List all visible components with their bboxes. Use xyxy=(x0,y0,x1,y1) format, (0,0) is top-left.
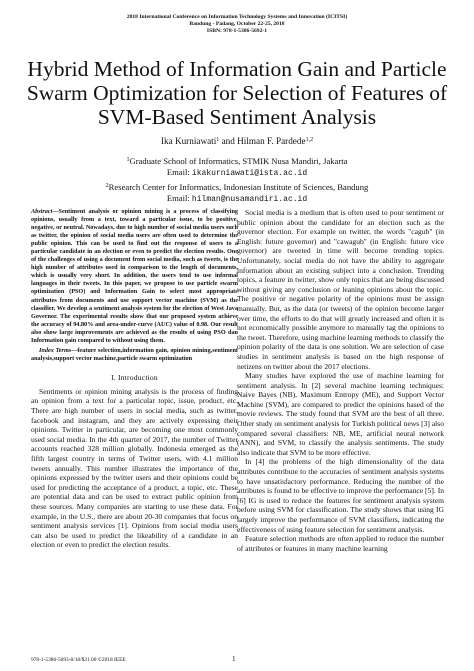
title-line-2: Swarm Optimization for Selection of Features of xyxy=(26,81,448,105)
right-column xyxy=(237,208,444,553)
introduction-paragraph-1: Sentiments or opinion mining analysis is the process of finding an opinion from a text for a particular topic, issue, product, etc. There are high number of users in social media, such as twitter, facebook and instagram, and they are actively expressing their opinions. Twitter in particular, are becoming one most commonly used social media. In the 4th quarter of 2017, the number of Twitter accounts reached 328 million globally. Indonesia emerged as the fifth largest country in terms of Twitter users, with 4.1 million tweets annually. This number illustrates the importance of the opinions expressed by the twitter users and their opinions could be used for predicting the acceptance of a product, a topic, etc. These are potential data and can be used to extract public opinion from these sources. Many companies are starting to use these data. For example, in the U.S., there are about 20-30 companies that focus on sentiment analysis services [1]. Opinions from social media users can also be used to predict the likeability of a candidate in an election or even to predict the election results. xyxy=(31,386,238,550)
author-2: and Hilman F. Pardede xyxy=(221,136,306,146)
conference-isbn: ISBN: 978-1-5386-5692-1 xyxy=(206,28,268,35)
abstract-lead: Abstract xyxy=(31,208,53,215)
left-column xyxy=(31,208,238,550)
conference-location: Bandung - Padang, October 22-25, 2018 xyxy=(189,21,285,28)
page-number: 1 xyxy=(232,655,236,663)
section-heading-introduction: I. Introduction xyxy=(111,372,158,382)
conference-header xyxy=(0,14,474,36)
affiliation-1-email[interactable]: ikakurniawati@ista.ac.id xyxy=(191,169,308,178)
affiliation-1 xyxy=(0,156,474,179)
affiliation-1-sup: 1 xyxy=(126,157,130,163)
right-paragraph-3: In [4] the problems of the high dimensionality of the data attributes contribute to the accuracies of sentiment analysis systems to have unsatisfactory performance. Reducing the number of the attributes is found to be effective to improve the performance [5]. In [6] IG is used to reduce the features for sentiment analysis system before using SVM for classification. The study shows that using IG largely improve the performance of SVM classifiers, indicating the effectiveness of using feature selection for sentiment analysis. xyxy=(237,457,444,534)
paper-title xyxy=(0,57,474,129)
conference-name: 2018 International Conference on Information Technology Systems and Innovation (ICITSI) xyxy=(126,14,348,20)
affiliation-1-name: Graduate School of Informatics, STMIK Nusa Mandiri, Jakarta xyxy=(129,156,348,166)
affiliation-2 xyxy=(0,182,474,205)
copyright-notice: 978-1-5386-5693-8/18/$31.00 ©2018 IEEE xyxy=(31,657,126,663)
title-line-1: Hybrid Method of Information Gain and Particle xyxy=(27,57,447,81)
affiliation-2-email-label: Email: xyxy=(166,193,192,203)
right-paragraph-1: Social media is a medium that is often used to pour sentiment or public opinion about the candidate for an election such as the governor election. For example on twitter, the words "cagub" (in English: future governor) and "cawagub" (in English: future vice governor) are tweeted in time will become trending topics. Unfortunately, social media do not have the ability to aggregate information about an existing subject into a conclusion. Trending topics, a feature in twitter, show only topics that are being discussed without giving any conclusion or leaning opinions about the topic. The positive or negative polarity of the opinions must be assign manually. But, as the data (or tweets) of the opinion become larger over time, the efforts to do that will greatly increased and often it is not economically possible anymore to manually tag the opinions to the tweet. Therefore, using machine learning methods to classify the opinion polarity of the data is one solution. We are selection of case studies in sentiment analysis is based on the high response of netizens on twitter about the 2017 elections. xyxy=(237,208,444,371)
affiliation-2-name: Research Center for Informatics, Indonesian Institute of Sciences, Bandung xyxy=(108,182,369,192)
author-list xyxy=(0,135,474,147)
title-line-3: SVM-Based Sentiment Analysis xyxy=(97,105,377,129)
affiliation-2-sup: 2 xyxy=(105,183,109,189)
author-1-sup: 1 xyxy=(216,137,220,143)
abstract xyxy=(31,208,238,345)
right-paragraph-4: Feature selection methods are often applied to reduce the number of attributes or features in many machine learning xyxy=(237,534,444,553)
abstract-text: —Sentiment analysis or opinion mining is a process of classifying opinions, usually from a text, toward a particular issue, to be positive, negative, or neutral. Nowadays, due to high number of social media users such as twitter, the opinion of social media users are often used to determine the public opinion. This can be used to find out the response of users to a particular candidate in an election or even to predict the election results. One of the challenges of using a document from social media, such as tweets, is the high number of attributes used in comparison to the length of documents, which is usually very short. In addition, the users tend to use informal languages in their tweets. In this paper, we propose to use particle swarm optimization (PSO) and Information Gain to select most appropriate attributes from documents and use support vector machine (SVM) as the classifier. We develop a sentiment analysis system for the election of West Java Governor. The experimental results show that our proposed system achieve the accuracy of 94.80% and area-under-curve (AUC) value of 0.98. Our result also show large improvements are achieved as the results of using PSO dan Information gain compared to without using them. xyxy=(31,208,238,344)
author-1: Ika Kurniawati xyxy=(160,136,217,146)
affiliation-2-email[interactable]: hilman@nusamandiri.ac.id xyxy=(191,195,308,204)
index-terms-text: —feature selection,information gain, opinion mining,sentiment analysis,support vector machine,particle swarm optimization xyxy=(31,346,238,362)
index-terms-lead: Index Terms xyxy=(39,346,72,354)
introduction-body xyxy=(31,387,238,550)
affiliation-1-email-label: Email: xyxy=(166,167,192,177)
right-paragraph-2: Many studies have explored the use of machine learning for sentiment analysis. In [2] several machine learning techniques: Naive Bayes (NB), Maximum Entropy (ME), and Support Vector Machine (SVM), are compared to predict the opinions based of the movie reviews. The study found that SVM are the best of all three. Other study on sentiment analysis for Turkish political news [3] also compared several classifiers: NB, ME, artificial neural network (ANN), and SVM, to classify the analysis sentiments. The study also indicate that SVM to be more effective. xyxy=(237,371,444,457)
index-terms xyxy=(31,347,238,363)
author-2-sup: 1,2 xyxy=(305,137,314,143)
